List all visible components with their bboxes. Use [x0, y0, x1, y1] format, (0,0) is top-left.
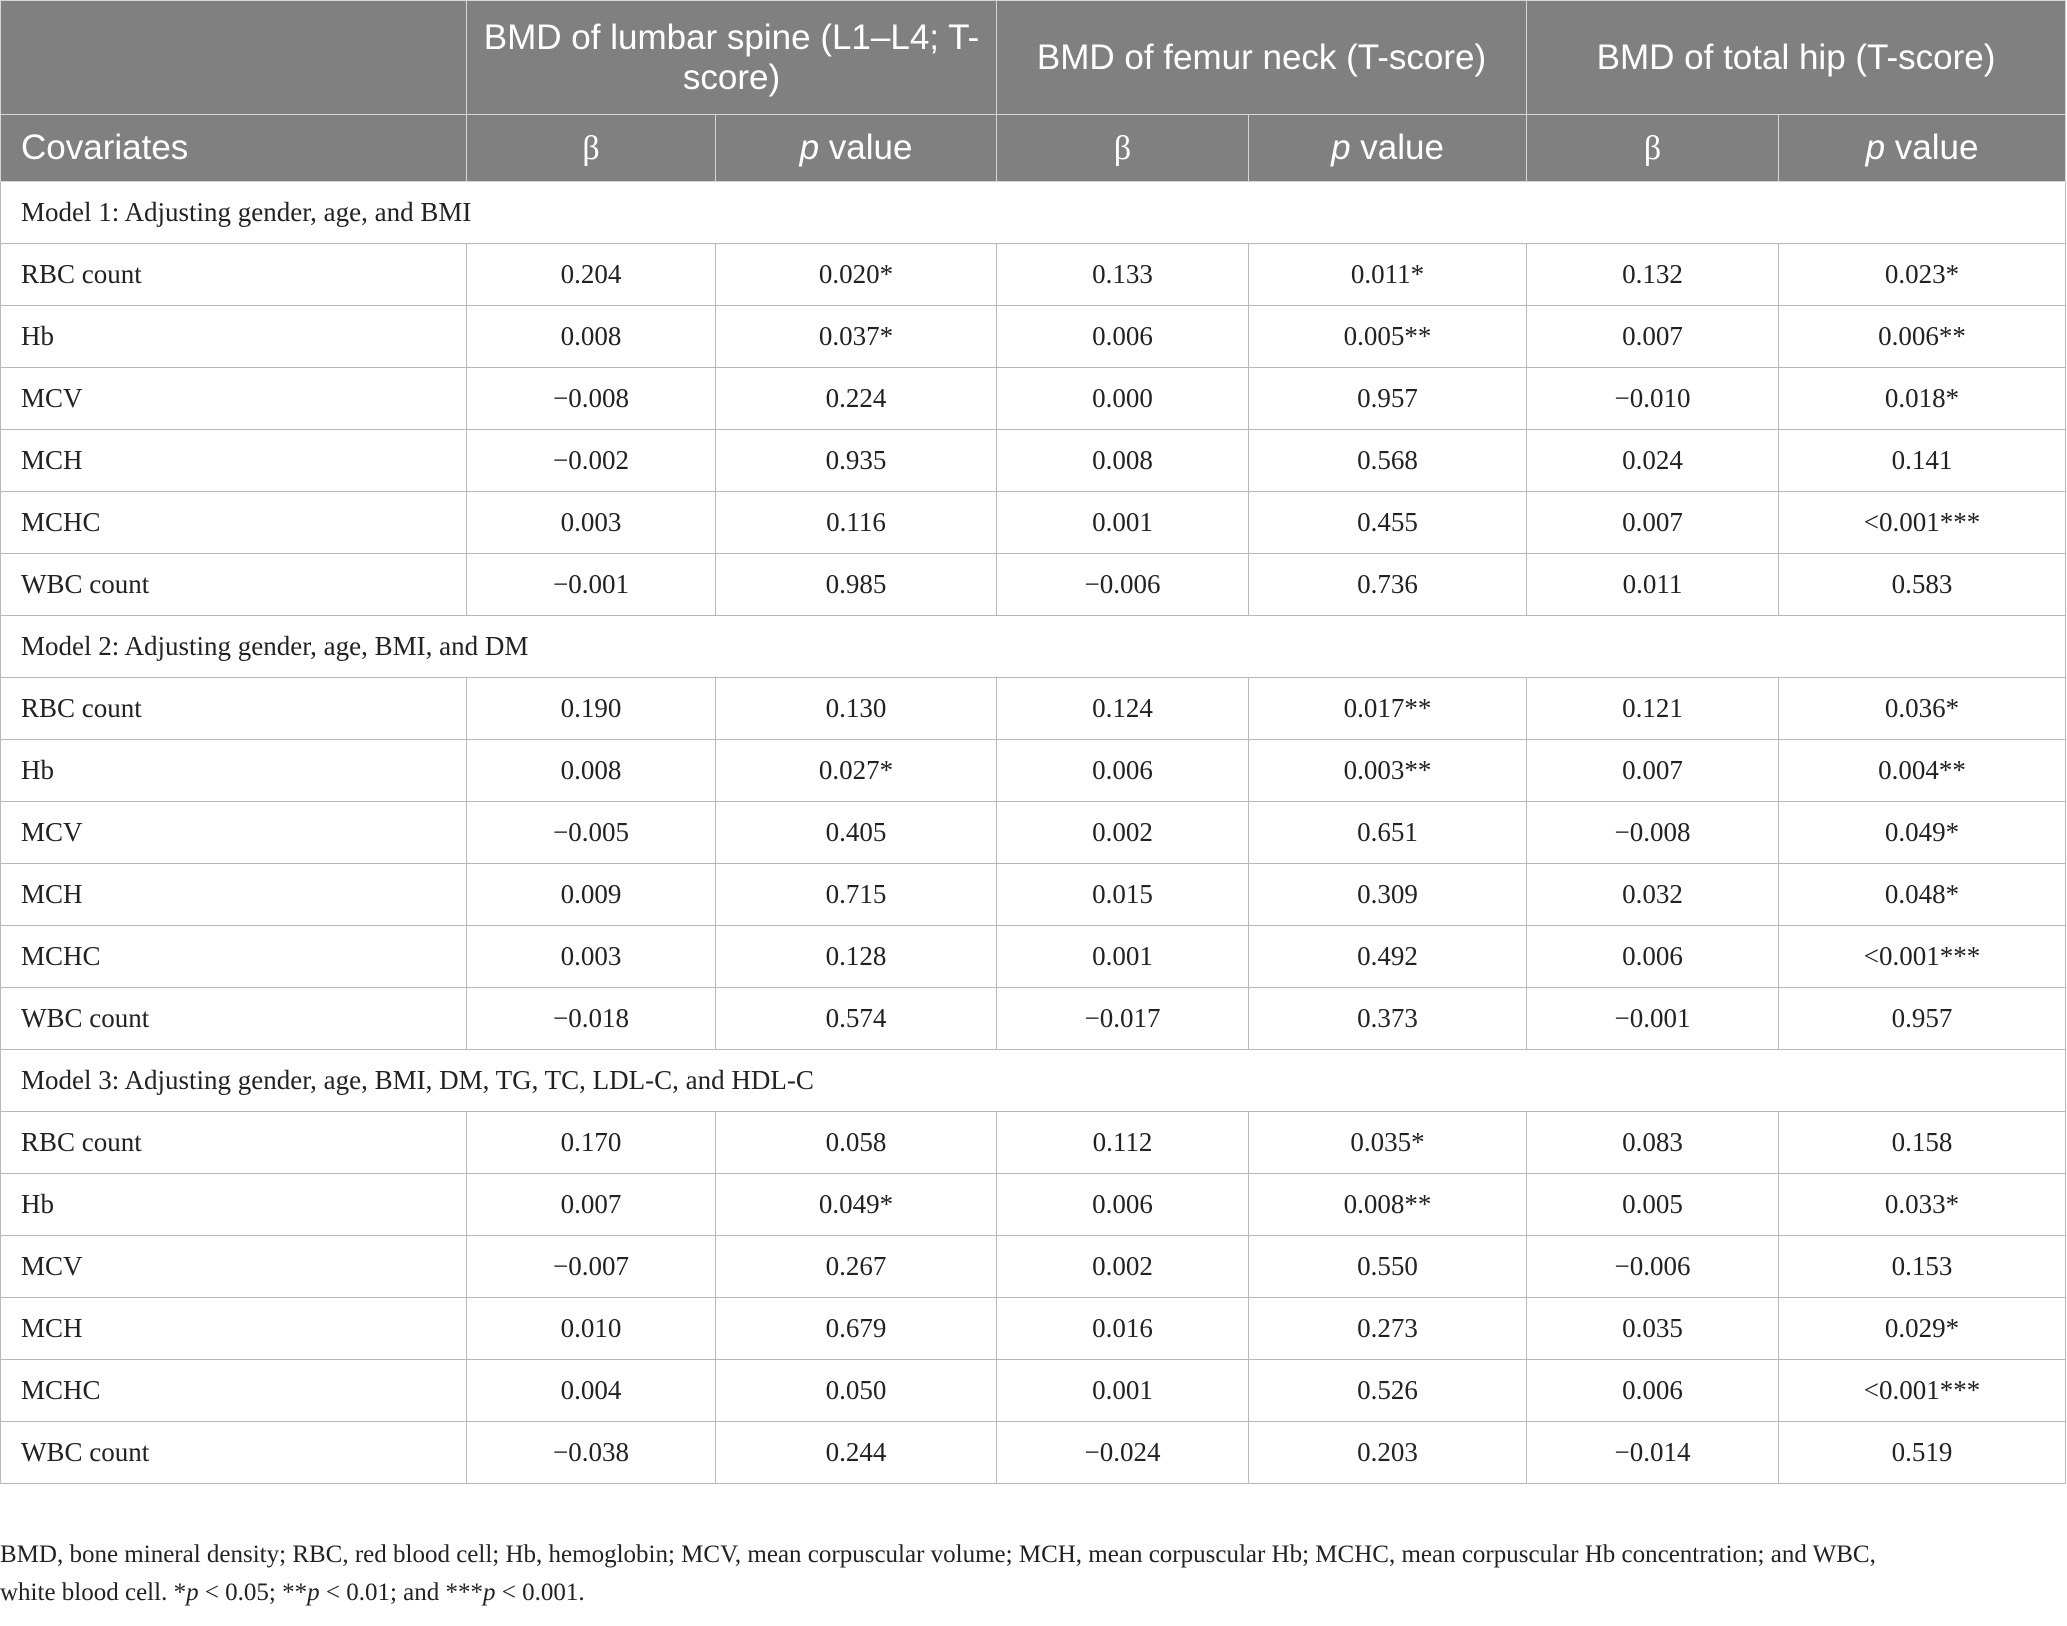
p-value-cell: 0.519 [1779, 1422, 2066, 1484]
header-p-hip [1779, 115, 2066, 182]
beta-value-cell: 0.003 [467, 926, 716, 988]
p-value-cell: 0.003** [1249, 740, 1527, 802]
p-value-cell: 0.037* [716, 306, 997, 368]
beta-value-cell: −0.006 [997, 554, 1249, 616]
model-title: Model 3: Adjusting gender, age, BMI, DM, TG, TC, LDL-C, and HDL-C [1, 1050, 2066, 1112]
value-word: value [1885, 128, 1979, 167]
table-footnote [0, 1536, 2060, 1612]
header-beta-femur [997, 115, 1249, 182]
header-blank-cell [1, 1, 467, 115]
beta-value-cell: 0.007 [1527, 492, 1779, 554]
p-value-cell: 0.020* [716, 244, 997, 306]
beta-value-cell: −0.018 [467, 988, 716, 1050]
beta-value-cell: 0.008 [997, 430, 1249, 492]
p-value-cell: 0.651 [1249, 802, 1527, 864]
footnote-text: < 0.001. [495, 1579, 585, 1606]
covariate-label: RBC count [1, 1112, 467, 1174]
beta-value-cell: −0.008 [467, 368, 716, 430]
covariate-label: Hb [1, 1174, 467, 1236]
footnote-p: p [186, 1579, 199, 1606]
header-row-subcolumns [1, 115, 2066, 182]
covariate-label: MCH [1, 1298, 467, 1360]
p-value-cell: 0.018* [1779, 368, 2066, 430]
beta-value-cell: −0.002 [467, 430, 716, 492]
p-value-cell: 0.027* [716, 740, 997, 802]
covariate-label: MCHC [1, 492, 467, 554]
header-lumbar-spine: BMD of lumbar spine (L1–L4; T-score) [467, 1, 997, 115]
p-value-cell: 0.141 [1779, 430, 2066, 492]
p-value-cell: 0.011* [1249, 244, 1527, 306]
beta-value-cell: −0.006 [1527, 1236, 1779, 1298]
covariate-label: RBC count [1, 678, 467, 740]
beta-value-cell: 0.133 [997, 244, 1249, 306]
covariate-label: WBC count [1, 1422, 467, 1484]
beta-value-cell: 0.170 [467, 1112, 716, 1174]
beta-value-cell: 0.190 [467, 678, 716, 740]
beta-symbol: β [1643, 129, 1662, 167]
beta-value-cell: 0.006 [997, 1174, 1249, 1236]
value-word: value [819, 128, 913, 167]
table-row [1, 430, 2066, 492]
beta-value-cell: 0.112 [997, 1112, 1249, 1174]
header-p-lumbar [716, 115, 997, 182]
p-letter: p [799, 128, 820, 167]
table-row [1, 244, 2066, 306]
p-value-cell: 0.526 [1249, 1360, 1527, 1422]
footnote-text: < 0.05; ** [198, 1579, 308, 1606]
table-row [1, 1422, 2066, 1484]
footnote-text: < 0.01; and *** [319, 1579, 484, 1606]
p-value-cell: <0.001*** [1779, 1360, 2066, 1422]
table-row [1, 864, 2066, 926]
beta-value-cell: −0.007 [467, 1236, 716, 1298]
p-value-cell: 0.405 [716, 802, 997, 864]
covariate-label: MCV [1, 368, 467, 430]
p-value-cell: 0.058 [716, 1112, 997, 1174]
p-value-cell: 0.679 [716, 1298, 997, 1360]
table-row [1, 1236, 2066, 1298]
p-value-cell: 0.455 [1249, 492, 1527, 554]
p-value-cell: 0.153 [1779, 1236, 2066, 1298]
header-beta-lumbar [467, 115, 716, 182]
table-body [1, 182, 2066, 1484]
beta-value-cell: −0.001 [1527, 988, 1779, 1050]
p-value-cell: 0.715 [716, 864, 997, 926]
table-row [1, 988, 2066, 1050]
p-value-cell: 0.048* [1779, 864, 2066, 926]
header-row-groups [1, 1, 2066, 115]
beta-value-cell: 0.024 [1527, 430, 1779, 492]
beta-value-cell: 0.010 [467, 1298, 716, 1360]
table-row [1, 926, 2066, 988]
p-letter: p [1865, 128, 1886, 167]
beta-value-cell: 0.035 [1527, 1298, 1779, 1360]
p-value-cell: 0.017** [1249, 678, 1527, 740]
beta-value-cell: 0.007 [467, 1174, 716, 1236]
p-value-cell: 0.050 [716, 1360, 997, 1422]
beta-value-cell: 0.006 [997, 306, 1249, 368]
beta-value-cell: 0.016 [997, 1298, 1249, 1360]
covariate-label: MCH [1, 864, 467, 926]
covariate-label: MCV [1, 1236, 467, 1298]
beta-value-cell: 0.007 [1527, 306, 1779, 368]
footnote-line-2 [0, 1574, 2060, 1612]
p-value-cell: 0.116 [716, 492, 997, 554]
table-row [1, 802, 2066, 864]
p-value-cell: 0.373 [1249, 988, 1527, 1050]
beta-value-cell: −0.008 [1527, 802, 1779, 864]
beta-value-cell: 0.121 [1527, 678, 1779, 740]
p-value-cell: 0.004** [1779, 740, 2066, 802]
beta-value-cell: −0.010 [1527, 368, 1779, 430]
p-value-cell: 0.006** [1779, 306, 2066, 368]
footnote-line-1: BMD, bone mineral density; RBC, red blood cell; Hb, hemoglobin; MCV, mean corpuscular volume; MCH, mean corpuscular Hb; MCHC, mean corpuscular Hb concentration; and WBC, [0, 1541, 1876, 1568]
p-value-cell: 0.957 [1249, 368, 1527, 430]
p-value-cell: 0.273 [1249, 1298, 1527, 1360]
covariate-label: WBC count [1, 988, 467, 1050]
footnote-p: p [483, 1579, 496, 1606]
beta-value-cell: −0.024 [997, 1422, 1249, 1484]
beta-value-cell: 0.001 [997, 492, 1249, 554]
beta-value-cell: −0.005 [467, 802, 716, 864]
model-header-row [1, 616, 2066, 678]
model-title: Model 2: Adjusting gender, age, BMI, and DM [1, 616, 2066, 678]
beta-value-cell: 0.004 [467, 1360, 716, 1422]
table-row [1, 554, 2066, 616]
beta-symbol: β [582, 129, 600, 167]
table-row [1, 740, 2066, 802]
footnote-p: p [307, 1579, 320, 1606]
beta-value-cell: 0.008 [467, 306, 716, 368]
table-header [1, 1, 2066, 182]
p-value-cell: 0.049* [1779, 802, 2066, 864]
beta-value-cell: 0.083 [1527, 1112, 1779, 1174]
beta-value-cell: 0.132 [1527, 244, 1779, 306]
beta-value-cell: 0.001 [997, 926, 1249, 988]
beta-value-cell: 0.204 [467, 244, 716, 306]
table-row [1, 306, 2066, 368]
covariate-label: WBC count [1, 554, 467, 616]
beta-value-cell: 0.124 [997, 678, 1249, 740]
covariate-label: MCV [1, 802, 467, 864]
beta-value-cell: 0.006 [1527, 1360, 1779, 1422]
model-header-row [1, 182, 2066, 244]
beta-value-cell: 0.002 [997, 802, 1249, 864]
beta-value-cell: 0.006 [1527, 926, 1779, 988]
model-title: Model 1: Adjusting gender, age, and BMI [1, 182, 2066, 244]
beta-value-cell: 0.032 [1527, 864, 1779, 926]
beta-value-cell: −0.014 [1527, 1422, 1779, 1484]
table-row [1, 678, 2066, 740]
table-row [1, 1112, 2066, 1174]
beta-value-cell: 0.003 [467, 492, 716, 554]
p-value-cell: 0.935 [716, 430, 997, 492]
p-value-cell: 0.244 [716, 1422, 997, 1484]
beta-value-cell: −0.017 [997, 988, 1249, 1050]
value-word: value [1350, 128, 1444, 167]
p-value-cell: 0.985 [716, 554, 997, 616]
p-value-cell: 0.036* [1779, 678, 2066, 740]
beta-value-cell: 0.007 [1527, 740, 1779, 802]
covariate-label: MCHC [1, 926, 467, 988]
beta-value-cell: 0.008 [467, 740, 716, 802]
covariate-label: Hb [1, 306, 467, 368]
table-row [1, 368, 2066, 430]
header-beta-hip [1527, 115, 1779, 182]
p-value-cell: 0.957 [1779, 988, 2066, 1050]
covariate-label: Hb [1, 740, 467, 802]
beta-value-cell: −0.001 [467, 554, 716, 616]
table-row [1, 492, 2066, 554]
p-value-cell: 0.574 [716, 988, 997, 1050]
p-value-cell: 0.035* [1249, 1112, 1527, 1174]
p-value-cell: 0.023* [1779, 244, 2066, 306]
p-value-cell: 0.736 [1249, 554, 1527, 616]
footnote-text: white blood cell. * [0, 1579, 187, 1606]
p-value-cell: <0.001*** [1779, 492, 2066, 554]
p-value-cell: 0.033* [1779, 1174, 2066, 1236]
p-value-cell: 0.550 [1249, 1236, 1527, 1298]
p-value-cell: 0.267 [716, 1236, 997, 1298]
p-value-cell: 0.203 [1249, 1422, 1527, 1484]
p-value-cell: 0.128 [716, 926, 997, 988]
header-covariates: Covariates [1, 115, 467, 182]
p-value-cell: <0.001*** [1779, 926, 2066, 988]
covariate-label: RBC count [1, 244, 467, 306]
p-value-cell: 0.130 [716, 678, 997, 740]
beta-symbol: β [1113, 129, 1132, 167]
beta-value-cell: 0.011 [1527, 554, 1779, 616]
p-letter: p [1331, 128, 1351, 167]
beta-value-cell: 0.005 [1527, 1174, 1779, 1236]
p-value-cell: 0.158 [1779, 1112, 2066, 1174]
beta-value-cell: 0.015 [997, 864, 1249, 926]
covariate-label: MCH [1, 430, 467, 492]
header-femur-neck: BMD of femur neck (T-score) [997, 1, 1527, 115]
p-value-cell: 0.005** [1249, 306, 1527, 368]
beta-value-cell: 0.006 [997, 740, 1249, 802]
p-value-cell: 0.029* [1779, 1298, 2066, 1360]
beta-value-cell: 0.001 [997, 1360, 1249, 1422]
table-row [1, 1360, 2066, 1422]
p-value-cell: 0.224 [716, 368, 997, 430]
covariate-label: MCHC [1, 1360, 467, 1422]
beta-value-cell: −0.038 [467, 1422, 716, 1484]
p-value-cell: 0.583 [1779, 554, 2066, 616]
p-value-cell: 0.492 [1249, 926, 1527, 988]
header-total-hip: BMD of total hip (T-score) [1527, 1, 2066, 115]
beta-value-cell: 0.009 [467, 864, 716, 926]
beta-value-cell: 0.002 [997, 1236, 1249, 1298]
table-row [1, 1298, 2066, 1360]
header-p-femur [1249, 115, 1527, 182]
p-value-cell: 0.049* [716, 1174, 997, 1236]
p-value-cell: 0.309 [1249, 864, 1527, 926]
p-value-cell: 0.568 [1249, 430, 1527, 492]
model-header-row [1, 1050, 2066, 1112]
p-value-cell: 0.008** [1249, 1174, 1527, 1236]
table-row [1, 1174, 2066, 1236]
beta-value-cell: 0.000 [997, 368, 1249, 430]
